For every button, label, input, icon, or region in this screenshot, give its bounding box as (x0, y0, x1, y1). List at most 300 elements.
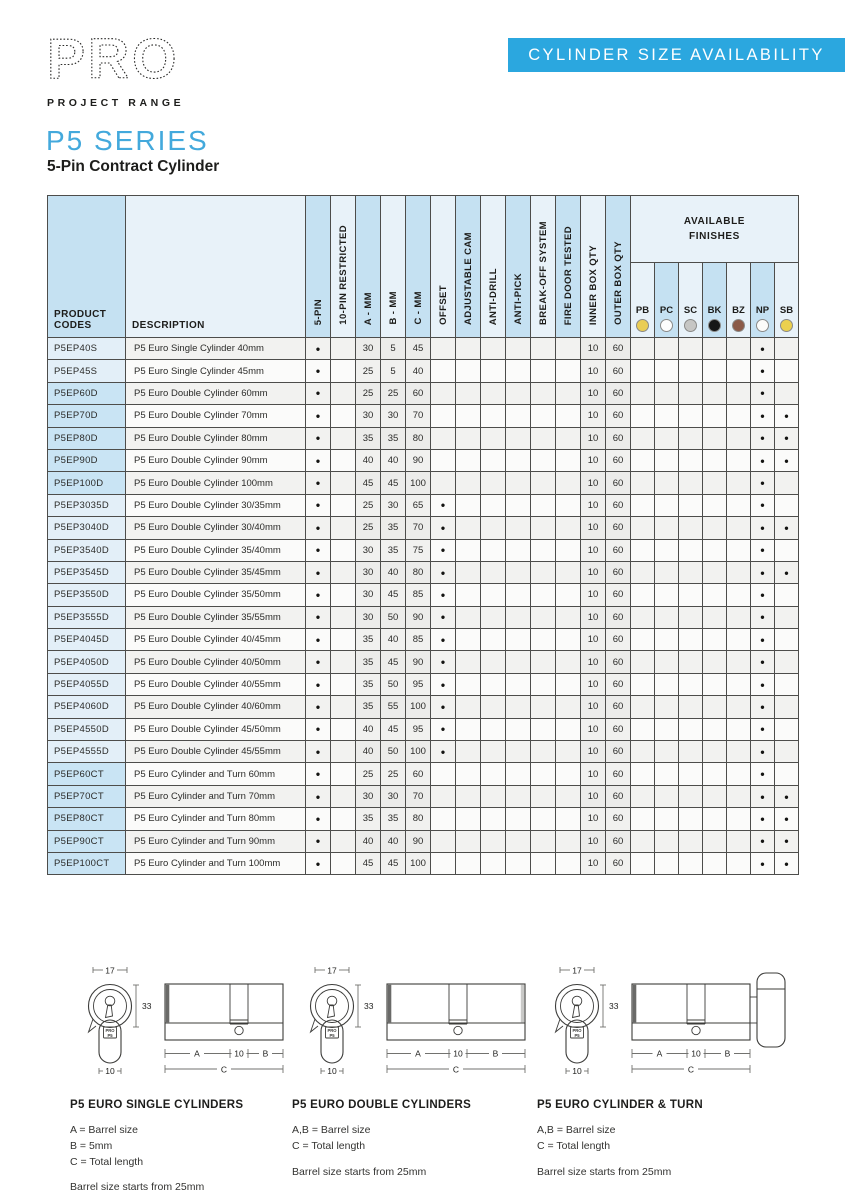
finish-cell-PB (631, 494, 655, 516)
finish-cell-BZ (727, 808, 751, 830)
cell-pin10 (331, 539, 356, 561)
cell-break_off (531, 427, 556, 449)
cell-anti_drill (481, 472, 506, 494)
finish-cell-NP: • (751, 808, 775, 830)
cell-adjustable_cam (456, 606, 481, 628)
finish-header-SC (679, 263, 703, 338)
product-code-cell: P5EP3555D (48, 606, 126, 628)
double-cylinder-drawing (292, 960, 537, 1085)
finish-cell-SB: • (775, 852, 799, 874)
cell-break_off (531, 852, 556, 874)
finish-cell-BZ (727, 338, 751, 360)
cell-anti_pick (506, 763, 531, 785)
cell-inner: 10 (581, 696, 606, 718)
finish-cell-PB (631, 584, 655, 606)
legend-line: A,B = Barrel size (537, 1124, 616, 1136)
cell-anti_pick (506, 606, 531, 628)
cell-break_off (531, 673, 556, 695)
diagram-title: P5 EURO DOUBLE CYLINDERS (292, 1099, 472, 1111)
cell-pin5: • (306, 561, 331, 583)
col-header-adjustable-cam: ADJUSTABLE CAM (456, 196, 481, 338)
product-code-cell: P5EP90D (48, 449, 126, 471)
finish-cell-SC (679, 561, 703, 583)
cell-offset (431, 449, 456, 471)
cell-anti_drill (481, 606, 506, 628)
description-cell: P5 Euro Double Cylinder 35/40mm (126, 539, 306, 561)
col-header-offset: OFFSET (431, 196, 456, 338)
product-code-cell: P5EP4055D (48, 673, 126, 695)
product-code-cell: P5EP4045D (48, 629, 126, 651)
cell-break_off (531, 449, 556, 471)
finish-cell-BK (703, 360, 727, 382)
finish-cell-PC (655, 360, 679, 382)
diagram-title: P5 EURO CYLINDER & TURN (537, 1099, 703, 1111)
table-row (48, 808, 799, 830)
cell-anti_drill (481, 673, 506, 695)
col-header-a-mm: A - MM (356, 196, 381, 338)
description-cell: P5 Euro Double Cylinder 40/45mm (126, 629, 306, 651)
product-code-cell: P5EP4550D (48, 718, 126, 740)
finish-cell-SB: • (775, 449, 799, 471)
dim-side-b: B (724, 1048, 731, 1059)
cell-a: 30 (356, 539, 381, 561)
cell-inner: 10 (581, 673, 606, 695)
col-header-b-mm: B - MM (381, 196, 406, 338)
cell-break_off (531, 629, 556, 651)
cell-a: 40 (356, 741, 381, 763)
cell-adjustable_cam (456, 785, 481, 807)
cell-anti_drill (481, 651, 506, 673)
product-code-cell: P5EP4555D (48, 741, 126, 763)
cell-offset: • (431, 584, 456, 606)
cell-offset (431, 830, 456, 852)
cell-inner: 10 (581, 360, 606, 382)
cell-anti_pick (506, 718, 531, 740)
cell-adjustable_cam (456, 561, 481, 583)
cell-offset: • (431, 561, 456, 583)
cell-c: 45 (406, 338, 431, 360)
cell-a: 30 (356, 561, 381, 583)
dim-side-b: B (262, 1048, 269, 1059)
cell-anti_pick (506, 472, 531, 494)
finish-cell-BZ (727, 405, 751, 427)
finish-cell-BK (703, 382, 727, 404)
cell-c: 95 (406, 718, 431, 740)
finish-cell-NP: • (751, 449, 775, 471)
finish-cell-PC (655, 427, 679, 449)
cell-offset: • (431, 718, 456, 740)
description-cell: P5 Euro Single Cylinder 40mm (126, 338, 306, 360)
cell-break_off (531, 360, 556, 382)
finish-cell-SB (775, 360, 799, 382)
cell-a: 35 (356, 427, 381, 449)
cell-a: 35 (356, 651, 381, 673)
legend-line: C = Total length (70, 1155, 144, 1168)
cell-fire_door (556, 494, 581, 516)
cell-pin5: • (306, 651, 331, 673)
table-row (48, 472, 799, 494)
cell-inner: 10 (581, 741, 606, 763)
cell-pin10 (331, 852, 356, 874)
dim-front-width: 17 (105, 965, 115, 976)
col-header-inner-box-qty: INNER BOX QTY (581, 196, 606, 338)
cell-a: 45 (356, 472, 381, 494)
cell-anti_pick (506, 808, 531, 830)
cell-anti_drill (481, 696, 506, 718)
product-code-cell: P5EP100D (48, 472, 126, 494)
table-row (48, 539, 799, 561)
finish-cell-BZ (727, 629, 751, 651)
cell-inner: 10 (581, 785, 606, 807)
cell-b: 45 (381, 718, 406, 740)
cell-outer: 60 (606, 673, 631, 695)
finish-cell-PB (631, 696, 655, 718)
cell-pin5: • (306, 629, 331, 651)
cell-anti_drill (481, 360, 506, 382)
table-row (48, 718, 799, 740)
finish-cell-SC (679, 338, 703, 360)
cell-offset: • (431, 651, 456, 673)
cell-anti_drill (481, 785, 506, 807)
cell-pin10 (331, 382, 356, 404)
cell-pin5: • (306, 606, 331, 628)
finish-cell-SB: • (775, 785, 799, 807)
cell-offset (431, 360, 456, 382)
description-cell: P5 Euro Double Cylinder 35/50mm (126, 584, 306, 606)
cell-pin10 (331, 517, 356, 539)
cell-inner: 10 (581, 852, 606, 874)
finish-cell-PC (655, 629, 679, 651)
description-cell: P5 Euro Double Cylinder 100mm (126, 472, 306, 494)
finish-cell-BZ (727, 606, 751, 628)
finish-cell-BK (703, 606, 727, 628)
finish-cell-PB (631, 472, 655, 494)
legend-line: C = Total length (292, 1139, 366, 1152)
cell-anti_pick (506, 539, 531, 561)
col-header-fire-door-tested: FIRE DOOR TESTED (556, 196, 581, 338)
product-code-cell: P5EP3550D (48, 584, 126, 606)
cell-anti_drill (481, 763, 506, 785)
cell-break_off (531, 494, 556, 516)
finish-cell-BZ (727, 584, 751, 606)
cell-adjustable_cam (456, 763, 481, 785)
cell-outer: 60 (606, 360, 631, 382)
mini-logo-line1: PRO (572, 1028, 582, 1033)
cell-a: 25 (356, 494, 381, 516)
finish-swatch-BZ (732, 319, 745, 332)
cell-break_off (531, 338, 556, 360)
cell-inner: 10 (581, 808, 606, 830)
cell-break_off (531, 472, 556, 494)
cell-b: 5 (381, 338, 406, 360)
cell-b: 5 (381, 360, 406, 382)
cell-pin5: • (306, 763, 331, 785)
finish-cell-BZ (727, 472, 751, 494)
finish-cell-BZ (727, 763, 751, 785)
cell-anti_drill (481, 584, 506, 606)
cell-b: 40 (381, 629, 406, 651)
page-title: P5 SERIES (46, 125, 209, 156)
finish-header-PC (655, 263, 679, 338)
banner-label: CYLINDER SIZE AVAILABILITY (528, 45, 825, 64)
product-code-cell: P5EP4050D (48, 651, 126, 673)
finish-cell-BK (703, 405, 727, 427)
cell-inner: 10 (581, 539, 606, 561)
cell-anti_pick (506, 696, 531, 718)
cell-offset (431, 405, 456, 427)
cell-inner: 10 (581, 382, 606, 404)
product-code-cell: P5EP100CT (48, 852, 126, 874)
finish-cell-SB: • (775, 808, 799, 830)
cell-anti_drill (481, 629, 506, 651)
col-header-break-off-system: BREAK-OFF SYSTEM (531, 196, 556, 338)
cell-pin10 (331, 338, 356, 360)
cell-anti_pick (506, 785, 531, 807)
description-cell: P5 Euro Double Cylinder 45/55mm (126, 741, 306, 763)
finish-cell-SB (775, 696, 799, 718)
cell-b: 45 (381, 472, 406, 494)
cell-pin10 (331, 584, 356, 606)
finish-cell-SC (679, 651, 703, 673)
diagram-cylinder-turn (537, 960, 827, 1178)
cell-c: 65 (406, 494, 431, 516)
cell-pin5: • (306, 718, 331, 740)
cell-break_off (531, 561, 556, 583)
cell-anti_drill (481, 741, 506, 763)
legend-line: C = Total length (537, 1139, 611, 1152)
cell-c: 80 (406, 808, 431, 830)
cell-anti_pick (506, 517, 531, 539)
cell-a: 40 (356, 718, 381, 740)
cell-pin5: • (306, 539, 331, 561)
cell-adjustable_cam (456, 629, 481, 651)
cell-outer: 60 (606, 427, 631, 449)
cell-inner: 10 (581, 472, 606, 494)
cell-outer: 60 (606, 830, 631, 852)
cell-break_off (531, 405, 556, 427)
cell-outer: 60 (606, 472, 631, 494)
cell-offset: • (431, 741, 456, 763)
finish-swatch-NP (756, 319, 769, 332)
cell-fire_door (556, 785, 581, 807)
finish-cell-BZ (727, 517, 751, 539)
cell-adjustable_cam (456, 808, 481, 830)
cell-inner: 10 (581, 405, 606, 427)
thumbturn-knob (757, 973, 785, 1047)
finish-swatch-PB (636, 319, 649, 332)
finish-cell-SC (679, 718, 703, 740)
finish-cell-SB (775, 673, 799, 695)
table-row (48, 449, 799, 471)
finish-cell-PC (655, 449, 679, 471)
cell-outer: 60 (606, 741, 631, 763)
col-header-available-finishes: AVAILABLE FINISHES (631, 196, 799, 263)
finish-cell-BK (703, 741, 727, 763)
finish-cell-BK (703, 427, 727, 449)
col-header-description: DESCRIPTION (126, 196, 306, 338)
finish-cell-NP: • (751, 517, 775, 539)
description-cell: P5 Euro Double Cylinder 70mm (126, 405, 306, 427)
banner (508, 38, 845, 72)
finish-cell-SB (775, 584, 799, 606)
cell-break_off (531, 584, 556, 606)
finish-cell-PB (631, 763, 655, 785)
table-row (48, 830, 799, 852)
finish-code-label: NP (755, 305, 770, 316)
dim-front-height: 33 (364, 1001, 374, 1011)
cell-fire_door (556, 382, 581, 404)
cell-b: 40 (381, 449, 406, 471)
cell-adjustable_cam (456, 584, 481, 606)
description-cell: P5 Euro Double Cylinder 40/50mm (126, 651, 306, 673)
finish-cell-SC (679, 830, 703, 852)
finish-cell-PB (631, 539, 655, 561)
cell-outer: 60 (606, 517, 631, 539)
finish-cell-BZ (727, 561, 751, 583)
cell-anti_drill (481, 405, 506, 427)
cell-outer: 60 (606, 785, 631, 807)
cell-pin10 (331, 472, 356, 494)
cell-offset: • (431, 606, 456, 628)
finish-cell-NP: • (751, 561, 775, 583)
product-code-cell: P5EP70CT (48, 785, 126, 807)
finish-cell-NP: • (751, 427, 775, 449)
finish-swatch-SC (684, 319, 697, 332)
diagram-double-cylinder (292, 960, 542, 1178)
finish-cell-BK (703, 517, 727, 539)
description-cell: P5 Euro Double Cylinder 60mm (126, 382, 306, 404)
cell-outer: 60 (606, 584, 631, 606)
dim-front-height: 33 (142, 1001, 152, 1011)
description-cell: P5 Euro Double Cylinder 35/55mm (126, 606, 306, 628)
cell-inner: 10 (581, 494, 606, 516)
cell-a: 35 (356, 673, 381, 695)
cell-adjustable_cam (456, 517, 481, 539)
cell-break_off (531, 606, 556, 628)
finish-cell-BK (703, 629, 727, 651)
cell-outer: 60 (606, 494, 631, 516)
cell-a: 30 (356, 606, 381, 628)
finish-cell-SB: • (775, 830, 799, 852)
cell-fire_door (556, 517, 581, 539)
product-table-wrap (47, 195, 799, 875)
cell-offset (431, 785, 456, 807)
table-row (48, 427, 799, 449)
cell-pin5: • (306, 785, 331, 807)
dim-side-mid: 10 (691, 1048, 701, 1059)
finish-cell-PC (655, 741, 679, 763)
finish-cell-SB (775, 338, 799, 360)
cell-outer: 60 (606, 629, 631, 651)
description-cell: P5 Euro Double Cylinder 35/45mm (126, 561, 306, 583)
finish-cell-BK (703, 472, 727, 494)
finish-code-label: PC (659, 305, 674, 316)
cell-c: 90 (406, 651, 431, 673)
cell-pin10 (331, 741, 356, 763)
finish-cell-PC (655, 651, 679, 673)
finish-cell-PB (631, 338, 655, 360)
cell-b: 45 (381, 584, 406, 606)
finish-cell-NP: • (751, 539, 775, 561)
dim-front-height: 33 (609, 1001, 619, 1011)
cell-a: 25 (356, 517, 381, 539)
cell-outer: 60 (606, 651, 631, 673)
legend-line: B = 5mm (70, 1139, 113, 1152)
cell-pin10 (331, 830, 356, 852)
dim-side-a: A (415, 1048, 421, 1059)
cell-b: 50 (381, 606, 406, 628)
cell-anti_pick (506, 741, 531, 763)
cell-b: 35 (381, 427, 406, 449)
cell-fire_door (556, 808, 581, 830)
cell-b: 50 (381, 673, 406, 695)
finish-cell-SC (679, 517, 703, 539)
cell-c: 100 (406, 472, 431, 494)
finish-cell-SC (679, 606, 703, 628)
finish-cell-PB (631, 741, 655, 763)
cell-fire_door (556, 629, 581, 651)
cell-pin5: • (306, 852, 331, 874)
table-row (48, 517, 799, 539)
product-code-cell: P5EP40S (48, 338, 126, 360)
cell-adjustable_cam (456, 696, 481, 718)
table-row (48, 494, 799, 516)
finish-cell-BZ (727, 382, 751, 404)
description-cell: P5 Euro Cylinder and Turn 60mm (126, 763, 306, 785)
cell-fire_door (556, 360, 581, 382)
finish-code-label: PB (635, 305, 650, 316)
cell-b: 30 (381, 494, 406, 516)
cell-anti_pick (506, 673, 531, 695)
finish-cell-PC (655, 830, 679, 852)
cell-break_off (531, 741, 556, 763)
cell-pin5: • (306, 449, 331, 471)
finish-cell-PC (655, 561, 679, 583)
cell-fire_door (556, 427, 581, 449)
description-cell: P5 Euro Double Cylinder 80mm (126, 427, 306, 449)
cell-offset: • (431, 517, 456, 539)
cell-b: 45 (381, 651, 406, 673)
cell-anti_drill (481, 852, 506, 874)
cell-break_off (531, 763, 556, 785)
keyhole-icon (572, 996, 582, 1006)
cell-fire_door (556, 673, 581, 695)
cell-fire_door (556, 338, 581, 360)
finish-cell-PC (655, 785, 679, 807)
cell-b: 30 (381, 785, 406, 807)
finish-cell-SC (679, 763, 703, 785)
finish-cell-PC (655, 696, 679, 718)
finish-code-label: SC (683, 305, 698, 316)
finish-cell-PB (631, 517, 655, 539)
cell-pin10 (331, 360, 356, 382)
finish-cell-SB: • (775, 561, 799, 583)
cell-outer: 60 (606, 561, 631, 583)
pro-logo (47, 28, 227, 109)
cell-anti_pick (506, 561, 531, 583)
finish-cell-SB (775, 494, 799, 516)
finish-swatch-PC (660, 319, 673, 332)
cell-anti_drill (481, 494, 506, 516)
cell-pin5: • (306, 673, 331, 695)
cell-anti_pick (506, 852, 531, 874)
finish-cell-PB (631, 561, 655, 583)
cell-break_off (531, 651, 556, 673)
finish-cell-SB: • (775, 405, 799, 427)
product-code-cell: P5EP3540D (48, 539, 126, 561)
cell-a: 35 (356, 696, 381, 718)
cell-c: 70 (406, 517, 431, 539)
